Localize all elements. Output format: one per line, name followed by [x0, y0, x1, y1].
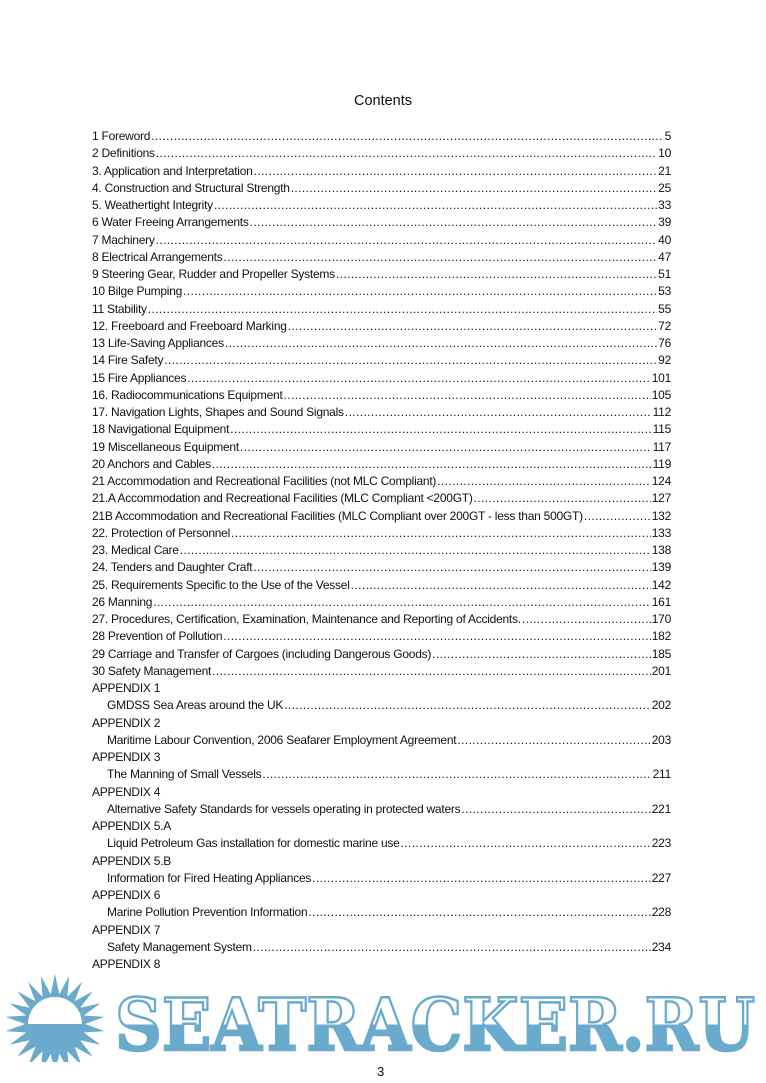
- toc-entry[interactable]: [92, 559, 671, 576]
- toc-entry[interactable]: [92, 508, 671, 525]
- toc-leader-dots: [311, 870, 651, 887]
- table-of-contents: [92, 128, 671, 973]
- toc-leader-dots: [456, 732, 650, 749]
- appendix-heading: APPENDIX 3: [92, 750, 161, 764]
- toc-leader-dots: [222, 249, 657, 266]
- toc-entry[interactable]: [92, 180, 671, 197]
- toc-entry[interactable]: [92, 128, 671, 145]
- toc-entry-label: Liquid Petroleum Gas installation for domestic marine use: [107, 836, 400, 851]
- toc-entry-page: 115: [652, 422, 671, 437]
- toc-leader-dots: [252, 559, 650, 576]
- toc-entry-page: 10: [658, 146, 671, 161]
- toc-entry-label: GMDSS Sea Areas around the UK: [107, 698, 284, 713]
- toc-entry-label: 20 Anchors and Cables: [92, 456, 211, 471]
- toc-entry-label: 6 Water Freeing Arrangements: [92, 215, 249, 230]
- toc-entry[interactable]: [92, 214, 671, 231]
- toc-entry[interactable]: [92, 387, 671, 404]
- toc-entry-page: 127: [651, 491, 671, 506]
- toc-leader-dots: [230, 525, 651, 542]
- toc-entry-page: 211: [652, 767, 671, 782]
- toc-entry[interactable]: [92, 473, 671, 490]
- toc-entry[interactable]: [92, 404, 671, 421]
- toc-entry[interactable]: [92, 249, 671, 266]
- toc-entry-page: 76: [658, 336, 671, 350]
- toc-entry-label: 2 Definitions: [92, 146, 155, 161]
- toc-entry-label: 9 Steering Gear, Rudder and Propeller Systems: [92, 267, 335, 281]
- toc-leader-dots: [287, 318, 657, 335]
- appendix-heading: APPENDIX 5.A: [92, 819, 172, 833]
- toc-entry-label: 13 Life-Saving Appliances: [92, 336, 224, 350]
- toc-entry[interactable]: [92, 266, 671, 283]
- toc-entry-label: 18 Navigational Equipment: [92, 422, 230, 437]
- toc-entry-label: 28 Prevention of Pollution: [92, 629, 223, 644]
- appendix-heading: APPENDIX 8: [92, 957, 161, 971]
- toc-entry[interactable]: [92, 835, 671, 852]
- toc-entry-page: 119: [652, 456, 671, 471]
- page-number: 3: [377, 1064, 385, 1079]
- toc-entry-page: 112: [652, 405, 671, 419]
- toc-entry-label: 27. Procedures, Certification, Examination, Maintenance and Reporting of Accidents.: [92, 612, 521, 626]
- toc-entry-label: 23. Medical Care: [92, 543, 179, 557]
- toc-entry-page: 5: [664, 129, 671, 143]
- toc-leader-dots: [290, 180, 657, 197]
- toc-entry-page: 124: [651, 474, 671, 488]
- toc-leader-dots: [344, 404, 652, 421]
- toc-entry-label: 12. Freeboard and Freeboard Marking: [92, 318, 287, 333]
- toc-entry-label: 30 Safety Management: [92, 663, 212, 678]
- toc-entry-label: 16. Radiocommunications Equipment: [92, 387, 283, 402]
- toc-entry-page: 133: [651, 525, 671, 540]
- toc-entry-page: 53: [658, 284, 671, 299]
- toc-entry-label: 17. Navigation Lights, Shapes and Sound Signals: [92, 405, 344, 419]
- toc-entry-page: 185: [651, 646, 671, 661]
- toc-leader-dots: [335, 266, 657, 283]
- toc-entry-page: 228: [651, 905, 671, 920]
- toc-entry-page: 33: [658, 198, 671, 212]
- toc-entry-page: 105: [651, 387, 671, 402]
- toc-entry[interactable]: [92, 456, 671, 473]
- toc-entry-label: 19 Miscellaneous Equipment: [92, 439, 239, 454]
- appendix-heading: APPENDIX 2: [92, 715, 161, 730]
- toc-entry-label: 25. Requirements Specific to the Use of the Vessel: [92, 577, 350, 592]
- toc-entry[interactable]: [92, 421, 671, 438]
- toc-entry[interactable]: [92, 594, 671, 611]
- toc-entry-label: 4. Construction and Structural Strength: [92, 180, 290, 195]
- toc-leader-dots: [163, 352, 657, 369]
- toc-entry-label: 10 Bilge Pumping: [92, 284, 183, 299]
- toc-entry[interactable]: [92, 335, 671, 352]
- toc-entry-label: Information for Fired Heating Appliances: [107, 870, 312, 885]
- toc-entry-page: 55: [658, 301, 671, 316]
- toc-leader-dots: [211, 456, 652, 473]
- toc-leader-dots: [283, 697, 651, 714]
- toc-entry[interactable]: [92, 766, 671, 783]
- toc-entry-page: 132: [651, 508, 671, 523]
- toc-entry-label: Maritime Labour Convention, 2006 Seafarer Employment Agreement: [107, 732, 457, 747]
- appendix-heading: APPENDIX 4: [92, 784, 161, 799]
- toc-entry[interactable]: [92, 732, 671, 749]
- toc-entry-page: 92: [658, 353, 671, 368]
- toc-entry-page: 201: [651, 663, 671, 678]
- toc-leader-dots: [213, 197, 657, 214]
- watermark-text: SEATRACKER.RU: [115, 982, 755, 1062]
- toc-entry[interactable]: [92, 697, 671, 714]
- toc-entry[interactable]: [92, 163, 671, 180]
- appendix-heading: APPENDIX 7: [92, 922, 161, 937]
- toc-entry[interactable]: [92, 939, 671, 956]
- toc-entry-page: 72: [658, 318, 671, 333]
- toc-entry-label: 21.A Accommodation and Recreational Facilities (MLC Compliant <200GT): [92, 491, 473, 506]
- toc-entry-page: 142: [651, 577, 671, 592]
- toc-entry-page: 40: [658, 232, 671, 247]
- toc-leader-dots: [155, 145, 657, 162]
- toc-leader-dots: [224, 335, 657, 352]
- toc-leader-dots: [147, 301, 657, 318]
- toc-entry[interactable]: [92, 525, 671, 542]
- toc-leader-dots: [473, 490, 651, 507]
- toc-entry[interactable]: [92, 490, 671, 507]
- toc-entry-label: 29 Carriage and Transfer of Cargoes (including Dangerous Goods): [92, 646, 432, 661]
- toc-entry-label: Alternative Safety Standards for vessels operating in protected waters: [107, 801, 461, 816]
- toc-entry[interactable]: [92, 439, 671, 456]
- toc-leader-dots: [431, 646, 651, 663]
- toc-entry-page: 202: [651, 698, 671, 713]
- toc-entry-label: 26 Manning: [92, 594, 153, 609]
- toc-entry-label: 7 Machinery: [92, 232, 155, 247]
- toc-entry-page: 138: [651, 543, 671, 557]
- toc-entry-page: 25: [658, 180, 671, 195]
- toc-entry-label: 3. Application and Interpretation: [92, 163, 253, 178]
- toc-entry-page: 221: [651, 801, 671, 816]
- toc-entry-page: 182: [651, 629, 671, 644]
- toc-entry-page: 21: [658, 163, 671, 178]
- toc-entry-page: 117: [652, 439, 671, 454]
- toc-entry-page: 161: [651, 594, 671, 609]
- toc-entry-label: 5. Weathertight Integrity: [92, 198, 213, 212]
- toc-entry-label: 21B Accommodation and Recreational Facilities (MLC Compliant over 200GT - less than 500GT): [92, 508, 583, 523]
- toc-leader-dots: [150, 128, 663, 145]
- toc-entry[interactable]: [92, 145, 671, 162]
- toc-leader-dots: [460, 801, 650, 818]
- toc-leader-dots: [186, 370, 650, 387]
- toc-leader-dots: [249, 214, 658, 231]
- toc-entry[interactable]: [92, 801, 671, 818]
- toc-entry-page: 39: [658, 215, 671, 230]
- toc-leader-dots: [182, 283, 657, 300]
- toc-entry-page: 227: [651, 870, 671, 885]
- toc-leader-dots: [211, 663, 651, 680]
- toc-leader-dots: [583, 508, 651, 525]
- toc-leader-dots: [222, 628, 650, 645]
- toc-entry-label: 22. Protection of Personnel: [92, 525, 231, 540]
- toc-entry-page: 223: [651, 836, 671, 851]
- toc-entry-page: 139: [651, 560, 671, 575]
- appendix-heading: APPENDIX 1: [92, 681, 161, 695]
- toc-entry[interactable]: [92, 542, 671, 559]
- toc-leader-dots: [350, 577, 651, 594]
- page-title: Contents: [353, 93, 413, 109]
- toc-entry-page: 203: [651, 732, 671, 747]
- toc-entry-label: 15 Fire Appliances: [92, 370, 187, 385]
- toc-leader-dots: [239, 439, 652, 456]
- toc-leader-dots: [252, 939, 651, 956]
- appendix-heading: APPENDIX 5.B: [92, 853, 172, 868]
- toc-entry-label: The Manning of Small Vessels: [107, 767, 262, 782]
- toc-entry[interactable]: [92, 904, 671, 921]
- toc-entry[interactable]: [92, 628, 671, 645]
- toc-leader-dots: [253, 163, 658, 180]
- toc-leader-dots: [155, 232, 658, 249]
- toc-entry[interactable]: [92, 283, 671, 300]
- toc-leader-dots: [229, 421, 651, 438]
- toc-entry-label: 24. Tenders and Daughter Craft: [92, 560, 253, 575]
- toc-leader-dots: [283, 387, 651, 404]
- toc-entry-label: Safety Management System: [107, 939, 252, 954]
- toc-entry[interactable]: [92, 870, 671, 887]
- toc-entry[interactable]: [92, 646, 671, 663]
- seatracker-watermark-logo: [0, 972, 766, 1062]
- toc-entry[interactable]: [92, 232, 671, 249]
- toc-entry[interactable]: [92, 301, 671, 318]
- toc-entry-label: 21 Accommodation and Recreational Facilities (not MLC Compliant): [92, 474, 437, 488]
- toc-entry-label: 14 Fire Safety: [92, 353, 164, 368]
- toc-leader-dots: [400, 835, 651, 852]
- sun-icon: [6, 974, 105, 1062]
- toc-entry-page: 170: [651, 612, 671, 626]
- toc-entry[interactable]: [92, 611, 671, 628]
- toc-leader-dots: [436, 473, 651, 490]
- toc-entry-label: Marine Pollution Prevention Information: [107, 905, 308, 920]
- toc-entry[interactable]: [92, 577, 671, 594]
- toc-entry-page: 47: [658, 249, 671, 264]
- toc-entry-page: 51: [658, 267, 671, 281]
- toc-leader-dots: [261, 766, 651, 783]
- toc-leader-dots: [307, 904, 650, 921]
- toc-leader-dots: [521, 611, 651, 628]
- toc-entry[interactable]: [92, 370, 671, 387]
- toc-entry-label: 11 Stability: [92, 301, 147, 316]
- toc-entry-page: 101: [651, 370, 671, 385]
- toc-entry[interactable]: [92, 663, 671, 680]
- toc-entry-page: 234: [651, 939, 671, 954]
- toc-entry[interactable]: [92, 197, 671, 214]
- toc-leader-dots: [152, 594, 651, 611]
- toc-entry[interactable]: [92, 352, 671, 369]
- toc-entry-label: 8 Electrical Arrangements: [92, 249, 223, 264]
- toc-entry[interactable]: [92, 318, 671, 335]
- toc-entry-label: 1 Foreword: [92, 129, 151, 143]
- toc-leader-dots: [179, 542, 651, 559]
- appendix-heading: APPENDIX 6: [92, 888, 161, 902]
